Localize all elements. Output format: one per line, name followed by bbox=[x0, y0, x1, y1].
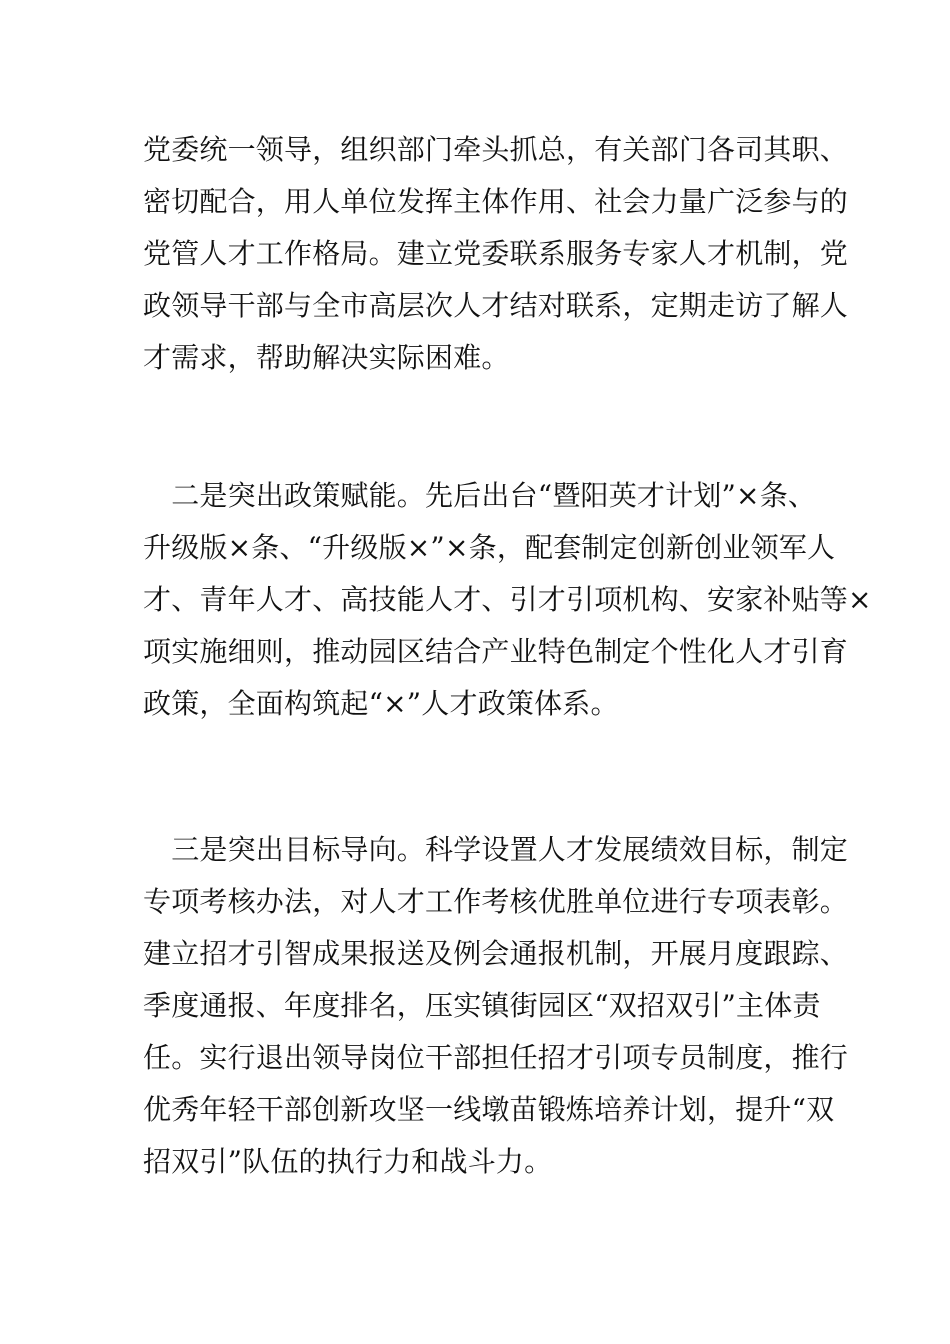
paragraph-line: 密切配合，用人单位发挥主体作用、社会力量广泛参与的 bbox=[143, 185, 849, 218]
paragraph-line: 专项考核办法，对人才工作考核优胜单位进行专项表彰。 bbox=[143, 885, 849, 918]
paragraph-line: 招双引”队伍的执行力和战斗力。 bbox=[143, 1145, 553, 1178]
paragraph-line: 项实施细则，推动园区结合产业特色制定个性化人才引育 bbox=[143, 635, 849, 668]
paragraph-line: 才需求，帮助解决实际困难。 bbox=[143, 341, 510, 374]
paragraph-line: 三是突出目标导向。科学设置人才发展绩效目标，制定 bbox=[143, 833, 849, 866]
paragraph-line: 党委统一领导，组织部门牵头抓总，有关部门各司其职、 bbox=[143, 133, 849, 166]
paragraph-line: 政领导干部与全市高层次人才结对联系，定期走访了解人 bbox=[143, 289, 849, 322]
paragraph-line: 才、青年人才、高技能人才、引才引项机构、安家补贴等× bbox=[143, 583, 872, 616]
paragraph-line: 党管人才工作格局。建立党委联系服务专家人才机制，党 bbox=[143, 237, 849, 270]
paragraph-2 bbox=[143, 470, 872, 730]
paragraph-line: 二是突出政策赋能。先后出台“暨阳英才计划”×条、 bbox=[143, 479, 817, 512]
paragraph-1 bbox=[143, 124, 849, 384]
paragraph-3 bbox=[143, 824, 849, 1188]
paragraph-line: 建立招才引智成果报送及例会通报机制，开展月度跟踪、 bbox=[143, 937, 849, 970]
paragraph-line: 任。实行退出领导岗位干部担任招才引项专员制度，推行 bbox=[143, 1041, 849, 1074]
paragraph-line: 季度通报、年度排名，压实镇街园区“双招双引”主体责 bbox=[143, 989, 821, 1022]
paragraph-line: 升级版×条、“升级版×”×条，配套制定创新创业领军人 bbox=[143, 531, 836, 564]
paragraph-line: 优秀年轻干部创新攻坚一线墩苗锻炼培养计划，提升“双 bbox=[143, 1093, 835, 1126]
paragraph-line: 政策，全面构筑起“×”人才政策体系。 bbox=[143, 687, 619, 720]
